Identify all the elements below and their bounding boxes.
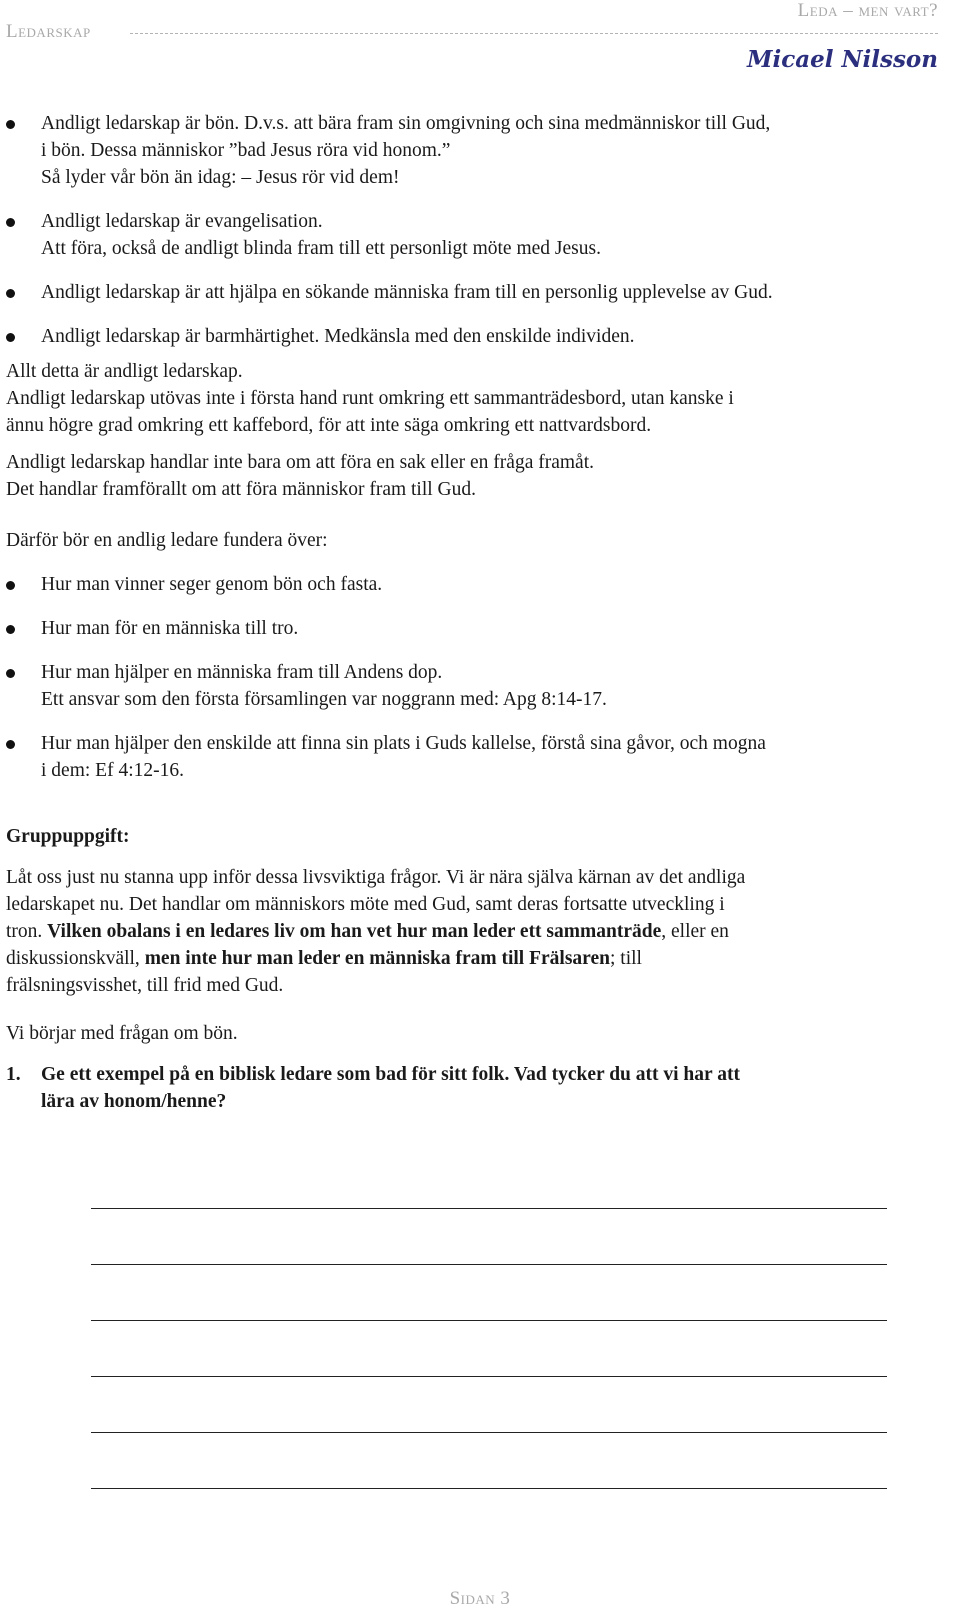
text-line: Låt oss just nu stanna upp inför dessa livsviktiga frågor. Vi är nära själva kärnan av det andliga [6,867,746,888]
question-1 [6,1061,936,1115]
text-line: Hur man hjälper den enskilde att finna sin plats i Guds kallelse, förstå sina gåvor, och mogna [41,733,766,754]
list-item [6,615,936,642]
section-heading: Gruppuppgift: [6,826,130,847]
list-item [6,279,936,306]
bullet-list-bottom [6,571,936,784]
list-item [6,571,936,598]
bullet-icon [6,581,15,590]
text-span: ; till [609,948,642,969]
paragraph: Vi börjar med frågan om bön. [6,1023,238,1044]
paragraph [6,358,936,439]
text-line: Andligt ledarskap handlar inte bara om att föra en sak eller en fråga framåt. [6,452,594,473]
text-line: Ge ett exempel på en biblisk ledare som bad för sitt folk. Vad tycker du att vi har att [41,1064,740,1085]
paragraph: Därför bör en andlig ledare fundera över: [6,530,328,551]
text-line: lära av honom/henne? [41,1091,227,1112]
text-line: ännu högre grad omkring ett kaffebord, för att inte säga omkring ett nattvardsbord. [6,415,652,436]
bullet-icon [6,289,15,298]
bullet-icon [6,625,15,634]
bold-text: men inte hur man leder en människa fram till Frälsaren [144,948,610,969]
text-span: , eller en [661,921,729,942]
text-line: Allt detta är andligt ledarskap. [6,361,243,382]
text-line: i dem: Ef 4:12-16. [41,760,184,781]
bold-text: Vilken obalans i en ledares liv om han vet hur man leder ett sammanträde [47,921,662,942]
list-item [6,659,936,713]
text-span: diskussionskväll, [6,948,145,969]
text-span: tron. [6,921,48,942]
header-right-title: Leda – men vart? [797,0,938,21]
answer-line [91,1376,887,1377]
answer-line [91,1208,887,1209]
header-rule [130,33,938,34]
answer-line [91,1432,887,1433]
text-line [41,137,936,164]
list-item [6,110,936,191]
answer-line [91,1488,887,1489]
text-line: Hur man hjälper en människa fram till Andens dop. [41,662,443,683]
bullet-icon [6,218,15,227]
list-item [6,730,936,784]
answer-line [91,1264,887,1265]
answer-line [91,1320,887,1321]
author-signature: Micael Nilsson [747,46,938,73]
text-line: Andligt ledarskap utövas inte i första hand runt omkring ett sammanträdesbord, utan kanske i [6,388,734,409]
answer-lines [91,1208,887,1544]
text-line: Så lyder vår bön än idag: – Jesus rör vid dem! [41,167,400,188]
text-line: Ett ansvar som den första församlingen var noggrann med: Apg 8:14-17. [41,689,607,710]
question-number: 1. [6,1064,21,1085]
text-line: Hur man vinner seger genom bön och fasta. [41,574,383,595]
text-line [6,918,936,945]
header-left-title: Ledarskap [6,21,91,42]
text-line: Det handlar framförallt om att föra människor fram till Gud. [6,479,477,500]
text-line: Hur man för en människa till tro. [41,618,299,639]
page-number: Sidan 3 [449,1588,511,1609]
list-item [6,323,936,350]
bullet-list-top [6,110,936,350]
bullet-icon [6,333,15,342]
text-line [6,945,936,972]
bullet-icon [6,120,15,129]
bullet-icon [6,669,15,678]
text-line: Andligt ledarskap är barmhärtighet. Medkänsla med den enskilde individen. [41,326,635,347]
list-item [6,208,936,262]
bullet-icon [6,740,15,749]
text-line: Andligt ledarskap är bön. D.v.s. att bära fram sin omgivning och sina medmänniskor till Gud, [41,113,771,134]
text-line: ledarskapet nu. Det handlar om människors möte med Gud, samt deras fortsatte utveckling i [6,894,725,915]
paragraph [6,449,936,503]
text-line: Att föra, också de andligt blinda fram till ett personligt möte med Jesus. [41,238,601,259]
document-body [6,110,936,1115]
text-line: frälsningsvisshet, till frid med Gud. [6,975,284,996]
paragraph [6,864,936,999]
text-line: Andligt ledarskap är evangelisation. [41,211,323,232]
text-line: Andligt ledarskap är att hjälpa en sökande människa fram till en personlig upplevelse av Gud. [41,282,773,303]
text-span: i bön. Dessa människor ”bad Jesus röra vid honom.” [41,140,451,161]
